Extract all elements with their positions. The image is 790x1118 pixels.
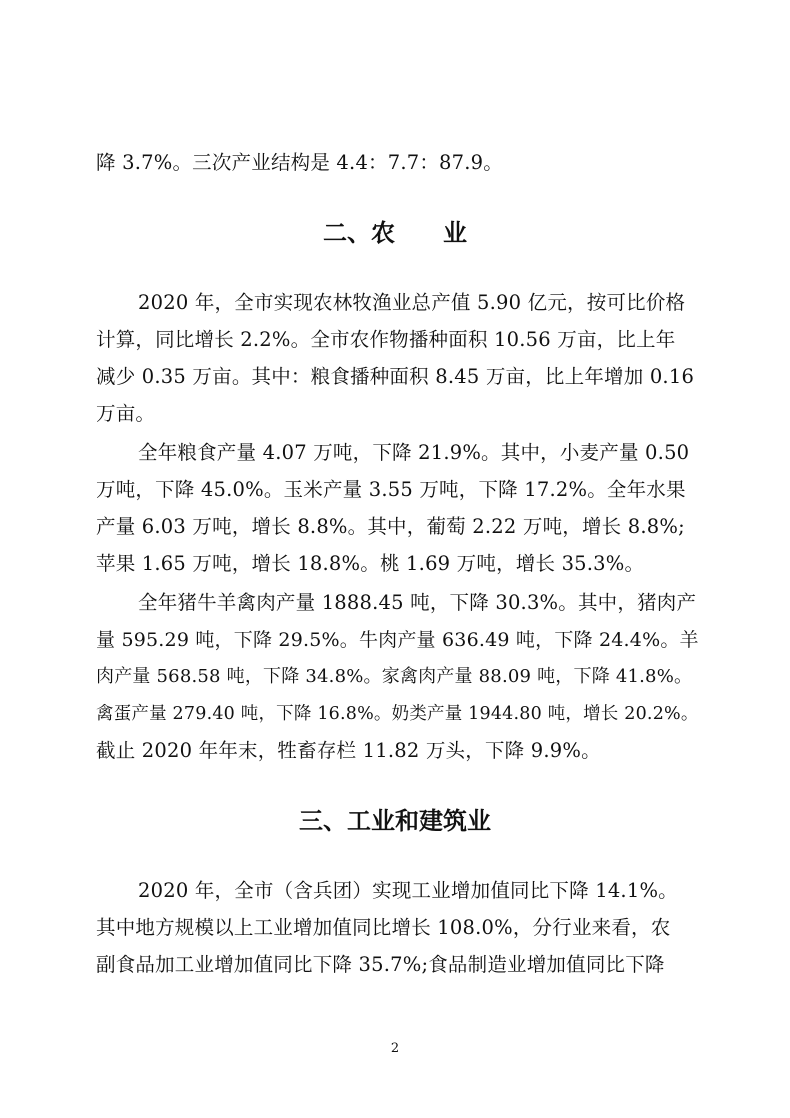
paragraph-line: 禽蛋产量 279.40 吨，下降 16.8%。奶类产量 1944.80 吨，增长 20.2%。 — [96, 704, 699, 724]
paragraph-line: 计算，同比增长 2.2%。全市农作物播种面积 10.56 万亩，比上年 — [96, 328, 676, 351]
paragraph-line: 万吨，下降 45.0%。玉米产量 3.55 万吨，下降 17.2%。全年水果 — [96, 478, 686, 501]
paragraph-line: 2020 年，全市（含兵团）实现工业增加值同比下降 14.1%。 — [138, 879, 678, 902]
paragraph-line: 减少 0.35 万亩。其中：粮食播种面积 8.45 万亩，比上年增加 0.16 — [96, 365, 695, 388]
section-heading-agriculture: 二、农 业 — [323, 219, 467, 247]
section-heading-industry: 三、工业和建筑业 — [299, 807, 491, 835]
paragraph-line: 苹果 1.65 万吨，增长 18.8%。桃 1.69 万吨，增长 35.3%。 — [96, 552, 645, 575]
paragraph-line: 全年猪牛羊禽肉产量 1888.45 吨，下降 30.3%。其中，猪肉产 — [138, 591, 697, 614]
paragraph-line: 肉产量 568.58 吨，下降 34.8%。家禽肉产量 88.09 吨，下降 41.8%。 — [96, 666, 693, 687]
paragraph-line: 万亩。 — [96, 402, 156, 425]
paragraph-line: 量 595.29 吨，下降 29.5%。牛肉产量 636.49 吨，下降 24.4%。羊 — [96, 629, 699, 651]
paragraph-line: 产量 6.03 万吨，增长 8.8%。其中，葡萄 2.22 万吨，增长 8.8%; — [96, 515, 685, 538]
paragraph-line: 截止 2020 年年末，牲畜存栏 11.82 万头，下降 9.9%。 — [96, 739, 601, 762]
paragraph-line: 降 3.7%。三次产业结构是 4.4：7.7：87.9。 — [96, 151, 503, 174]
paragraph-line: 其中地方规模以上工业增加值同比增长 108.0%，分行业来看，农 — [96, 916, 671, 939]
paragraph-line: 全年粮食产量 4.07 万吨，下降 21.9%。其中，小麦产量 0.50 — [138, 441, 690, 464]
paragraph-line: 2020 年，全市实现农林牧渔业总产值 5.90 亿元，按可比价格 — [138, 291, 686, 314]
page-number: 2 — [390, 1041, 400, 1056]
paragraph-line: 副食品加工业增加值同比下降 35.7%;食品制造业增加值同比下降 — [96, 953, 665, 976]
